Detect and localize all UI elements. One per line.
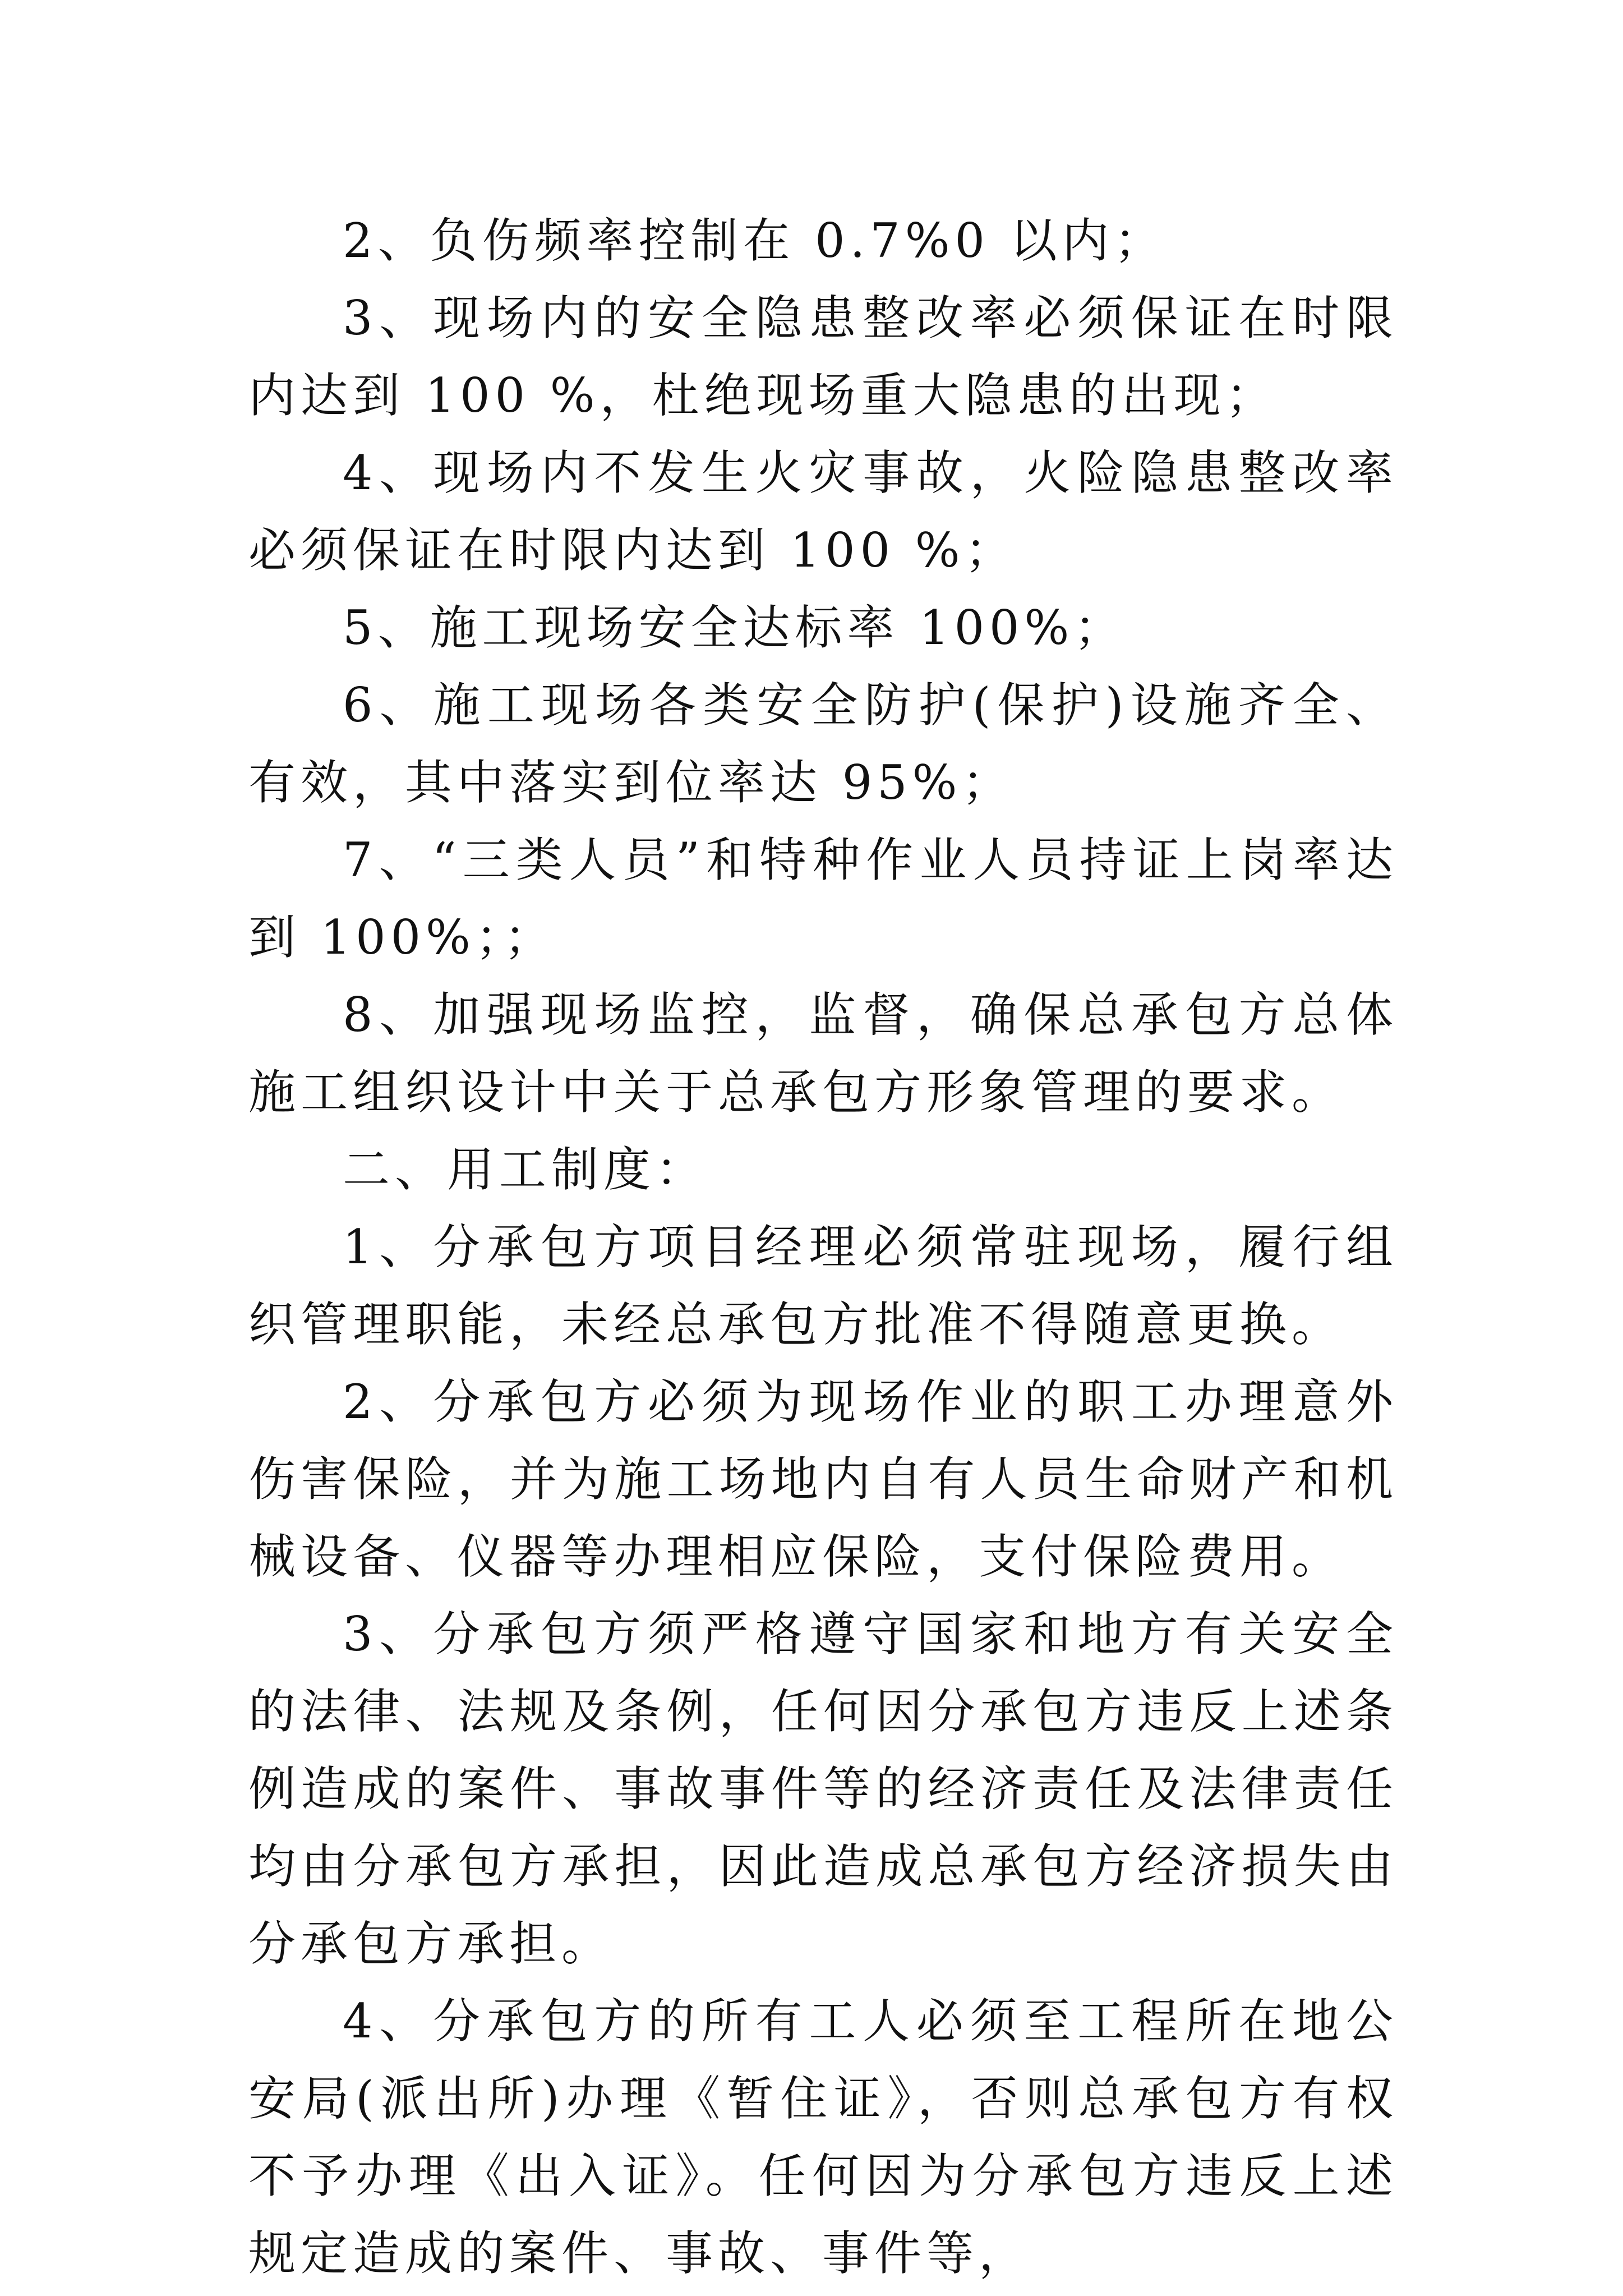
paragraph-insurance: 2、分承包方必须为现场作业的职工办理意外伤害保险，并为施工场地内自有人员生命财产和机械设备、仪器等办理相应保险，支付保险费用。	[248, 1374, 1398, 1584]
paragraph-project-manager: 1、分承包方项目经理必须常驻现场，履行组织管理职能，未经总承包方批准不得随意更换。	[248, 1220, 1398, 1352]
paragraph-protection-facilities: 6、施工现场各类安全防护(保护)设施齐全、有效，其中落实到位率达 95%；	[248, 678, 1398, 810]
paragraph-injury-rate: 2、负伤频率控制在 0.7%0 以内；	[343, 213, 1166, 268]
section-heading-employment: 二、用工制度：	[343, 1142, 708, 1197]
paragraph-site-monitoring: 8、加强现场监控，监督，确保总承包方总体施工组织设计中关于总承包方形象管理的要求。	[248, 987, 1398, 1120]
paragraph-legal-compliance: 3、分承包方须严格遵守国家和地方有关安全的法律、法规及条例，任何因分承包方违反上述条例造成的案件、事故事件等的经济责任及法律责任均由分承包方承担，因此造成总承包方经济损失由分承包方承担。	[248, 1607, 1398, 1971]
document-body	[248, 202, 1398, 2292]
paragraph-site-compliance: 5、施工现场安全达标率 100%；	[343, 600, 1127, 655]
paragraph-hazard-rectification: 3、现场内的安全隐患整改率必须保证在时限内达到 100 %，杜绝现场重大隐患的出现；	[248, 291, 1398, 423]
paragraph-fire-safety: 4、现场内不发生火灾事故，火险隐患整改率必须保证在时限内达到 100 %；	[248, 445, 1398, 578]
paragraph-certification-rate: 7、“三类人员”和特种作业人员持证上岗率达到 100%；；	[248, 832, 1398, 965]
paragraph-residence-permit: 4、分承包方的所有工人必须至工程所在地公安局(派出所)办理《暂住证》，否则总承包方有权不予办理《出入证》。任何因为分承包方违反上述规定造成的案件、事故、事件等，	[248, 1994, 1398, 2281]
